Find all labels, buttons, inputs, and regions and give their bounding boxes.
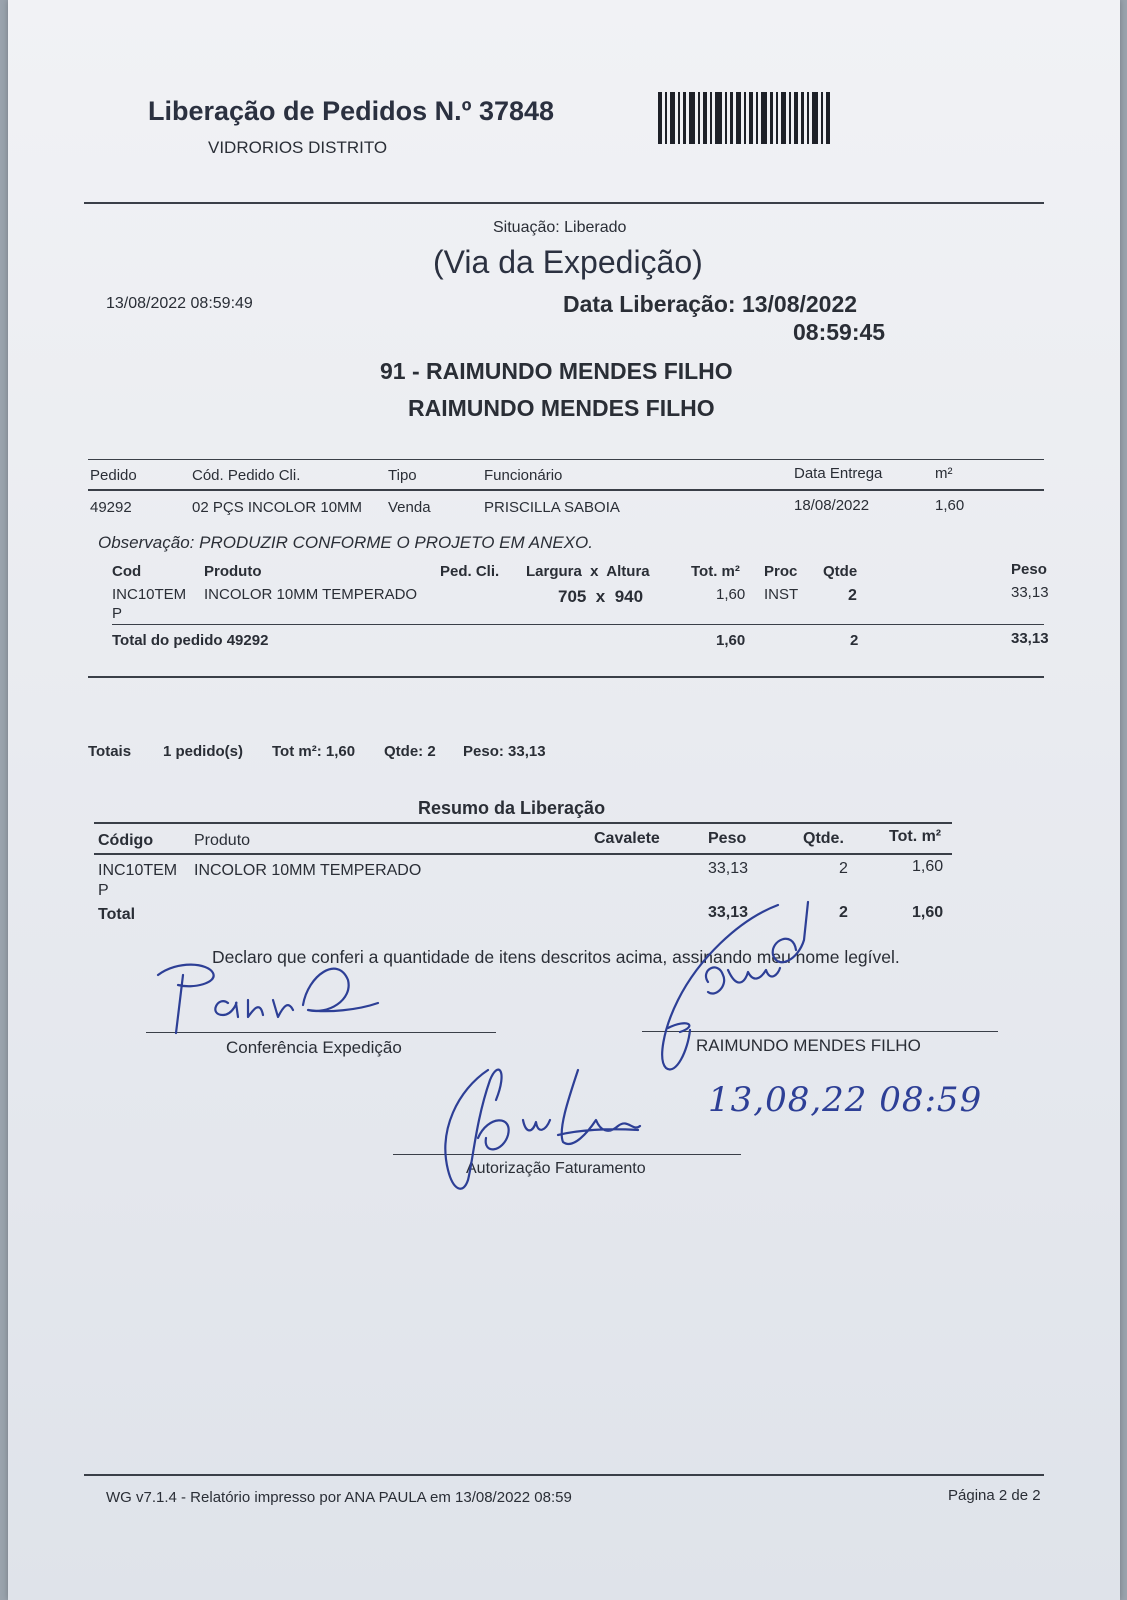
autorizacao-label: Autorização Faturamento <box>466 1160 646 1177</box>
items-cell-produto: INCOLOR 10MM TEMPERADO <box>204 586 418 603</box>
items-cell-largura-altura: 705 x 940 <box>558 587 644 606</box>
items-cell-peso: 33,13 <box>1011 584 1049 601</box>
handwritten-date: 13,08,22 08:59 <box>708 1080 983 1120</box>
items-header-qtde: Qtde <box>823 563 858 580</box>
items-header-ped-cli: Ped. Cli. <box>440 563 500 580</box>
client-name: RAIMUNDO MENDES FILHO <box>408 395 715 421</box>
items-cell-tot-m2: 1,60 <box>716 586 746 603</box>
items-table-bottom-rule <box>88 676 1044 678</box>
items-total-rule <box>112 624 1044 625</box>
resumo-cell-produto: INCOLOR 10MM TEMPERADO <box>194 862 422 879</box>
order-header-pedido: Pedido <box>90 467 137 484</box>
order-header-cod-pedido-cli: Cód. Pedido Cli. <box>192 467 301 484</box>
footer-divider <box>84 1474 1044 1476</box>
resumo-header-produto: Produto <box>194 832 251 849</box>
order-header-tipo: Tipo <box>388 467 417 484</box>
resumo-top-rule <box>94 822 952 824</box>
order-table-top-rule <box>88 459 1044 460</box>
document-page <box>8 0 1120 1600</box>
totals-qtde: Qtde: 2 <box>384 743 436 760</box>
conferencia-label: Conferência Expedição <box>226 1038 402 1057</box>
document-title: Liberação de Pedidos N.º 37848 <box>148 96 555 126</box>
order-header-funcionario: Funcionário <box>484 467 563 484</box>
client-signature-label: RAIMUNDO MENDES FILHO <box>696 1036 921 1055</box>
resumo-cell-peso: 33,13 <box>708 860 749 877</box>
client-code-name: 91 - RAIMUNDO MENDES FILHO <box>380 358 733 384</box>
items-header-cod: Cod <box>112 563 142 580</box>
items-total-label: Total do pedido 49292 <box>112 632 269 649</box>
items-cell-qtde: 2 <box>848 587 857 604</box>
order-cell-tipo: Venda <box>388 499 431 516</box>
totals-peso: Peso: 33,13 <box>463 743 546 760</box>
resumo-header-tot-m2: Tot. m² <box>889 828 942 845</box>
data-liberacao: Data Liberação: 13/08/2022 <box>563 291 858 317</box>
page-number: Página 2 de 2 <box>948 1487 1041 1504</box>
resumo-header-codigo: Código <box>98 832 154 849</box>
items-header-tot-m2: Tot. m² <box>691 563 740 580</box>
items-cell-cod: INC10TEM <box>112 586 187 603</box>
declaration-text: Declaro que conferi a quantidade de itens descritos acima, assinando meu nome legível. <box>212 947 900 967</box>
order-table-header-rule <box>88 489 1044 491</box>
items-total-tot-m2: 1,60 <box>716 632 746 649</box>
resumo-header-qtde: Qtde. <box>803 830 844 847</box>
conferencia-signature-scribble <box>138 955 388 1035</box>
resumo-total-peso: 33,13 <box>708 904 749 921</box>
order-header-data-entrega: Data Entrega <box>794 465 883 482</box>
items-total-peso: 33,13 <box>1011 630 1049 647</box>
header-divider <box>84 202 1044 204</box>
order-header-m2: m² <box>935 465 953 482</box>
totals-label: Totais <box>88 743 132 760</box>
order-cell-funcionario: PRISCILLA SABOIA <box>484 499 620 516</box>
items-cell-proc: INST <box>764 586 799 603</box>
resumo-header-rule <box>94 853 952 855</box>
observacao: Observação: PRODUZIR CONFORME O PROJETO EM ANEXO. <box>98 533 593 552</box>
order-cell-cod-pedido-cli: 02 PÇS INCOLOR 10MM <box>192 499 363 516</box>
printed-datetime: 13/08/2022 08:59:49 <box>106 295 253 312</box>
totals-tot-m2: Tot m²: 1,60 <box>272 743 356 760</box>
items-header-proc: Proc <box>764 563 798 580</box>
via-label: (Via da Expedição) <box>433 244 703 280</box>
resumo-cell-qtde: 2 <box>839 860 848 877</box>
resumo-total-label: Total <box>98 906 136 923</box>
resumo-header-peso: Peso <box>708 830 747 847</box>
items-header-largura-altura: Largura x Altura <box>526 563 650 580</box>
order-cell-data-entrega: 18/08/2022 <box>794 497 870 514</box>
resumo-title: Resumo da Liberação <box>418 798 606 818</box>
order-cell-pedido: 49292 <box>90 499 132 516</box>
resumo-header-cavalete: Cavalete <box>594 830 660 847</box>
items-header-produto: Produto <box>204 563 262 580</box>
barcode-icon <box>658 92 830 144</box>
items-cell-cod-wrap: P <box>112 605 123 622</box>
autorizacao-signature-scribble <box>428 1060 668 1200</box>
items-header-peso: Peso <box>1011 561 1047 578</box>
resumo-cell-codigo: INC10TEM <box>98 862 178 879</box>
resumo-cell-tot-m2: 1,60 <box>912 858 944 875</box>
footer-print-info: WG v7.1.4 - Relatório impresso por ANA PAULA em 13/08/2022 08:59 <box>106 1489 572 1506</box>
resumo-total-qtde: 2 <box>839 904 848 921</box>
company-name: VIDRORIOS DISTRITO <box>208 138 388 157</box>
status-situacao: Situação: Liberado <box>493 219 627 236</box>
client-signature-scribble <box>628 900 828 1080</box>
order-cell-m2: 1,60 <box>935 497 965 514</box>
resumo-cell-codigo-wrap: P <box>98 882 109 899</box>
items-total-qtde: 2 <box>850 632 859 649</box>
data-liberacao-time: 08:59:45 <box>793 319 886 345</box>
resumo-total-tot-m2: 1,60 <box>912 904 944 921</box>
totals-pedidos: 1 pedido(s) <box>163 743 244 760</box>
